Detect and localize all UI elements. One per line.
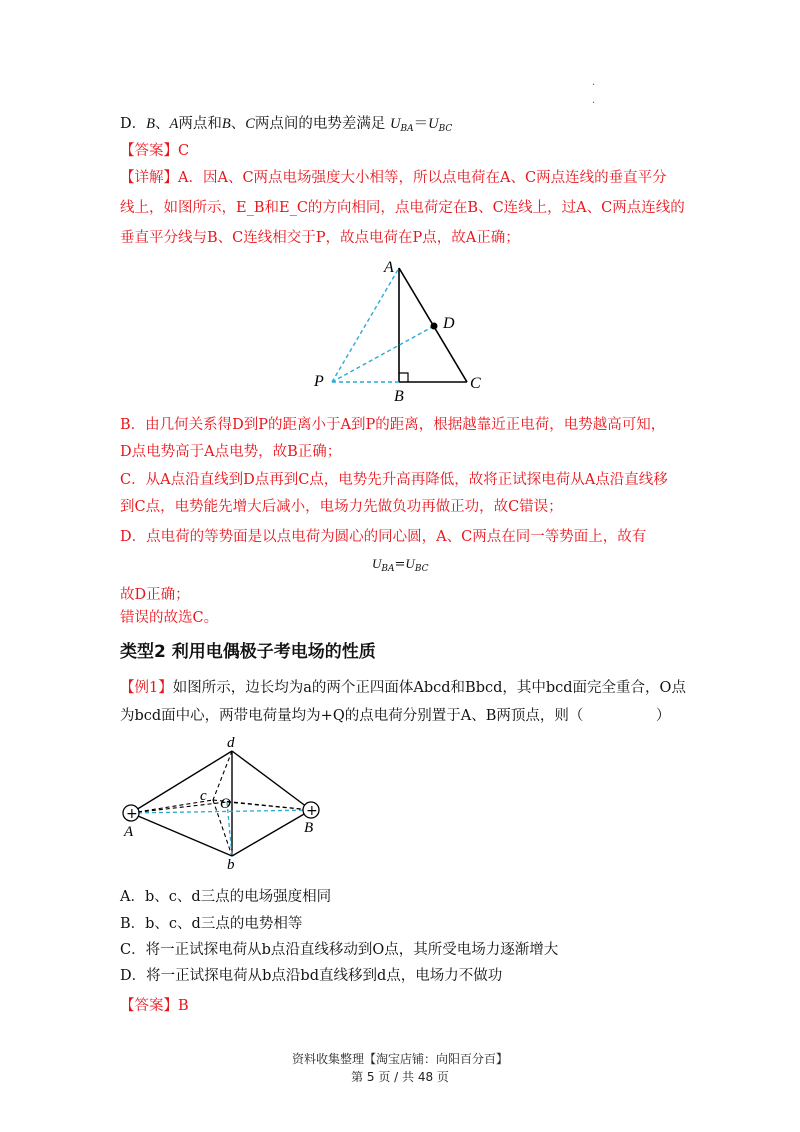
decorative-dot: · [592, 98, 596, 109]
explain-d-line-1: D．点电荷的等势面是以点电荷为圆心的同心圆，A、C两点在同一等势面上，故有 [120, 529, 647, 545]
explain-b-line-2: D点电势高于A点电势，故B正确； [120, 444, 342, 460]
label-d: d [227, 735, 235, 751]
label-a: A [124, 824, 134, 840]
option-a: A．b、c、d三点的电场强度相同 [120, 889, 332, 905]
option-d: D．将一正试探电荷从b点沿bd直线移到d点，电场力不做功 [120, 968, 503, 984]
explain-b-line-1: B．由几何关系得D到P的距离小于A到P的距离，根据越靠近正电荷，电势越高可知， [120, 417, 666, 433]
explain-c-line-2: 到C点，电势能先增大后减小，电场力先做负功再做正功，故C错误； [120, 499, 563, 515]
label-o: O [220, 796, 231, 812]
formula-uba-ubc: $U_{BA}=U_{BC}$ [372, 556, 429, 574]
decorative-dot: · [592, 80, 596, 91]
section-heading: 类型2 利用电偶极子考电场的性质 [120, 642, 376, 662]
prev-option-d: D．B、A两点和B、C两点间的电势差满足 $U_{BA}=U_{BC}$ [120, 116, 453, 134]
example-line-2: 为bcd面中心，两带电荷量均为+Q的点电荷分别置于A、B两顶点，则（ ） [120, 708, 671, 724]
dashed-pa [332, 268, 399, 382]
label-b-small: b [227, 857, 235, 873]
answer-2: 【答案】B [120, 998, 189, 1014]
tetrahedra-figure [115, 732, 330, 873]
label-p: P [314, 373, 324, 390]
explain-c-line-1: C．从A点沿直线到D点再到C点，电势先升高再降低，故将正试探电荷从A点沿直线移 [120, 472, 668, 488]
label-b: B [394, 388, 404, 405]
dashed-pd [332, 326, 434, 382]
footer-page: 第 5 页 / 共 48 页 [351, 1070, 449, 1084]
plus-sign-b: + [306, 803, 318, 819]
label-d: D [443, 315, 455, 332]
example-line-1: 【例1】如图所示，边长均为a的两个正四面体Abcd和Bbcd，其中bcd面完全重合，O点 [120, 680, 686, 696]
point-d [431, 323, 438, 330]
answer-1: 【答案】C [120, 143, 190, 159]
label-c: c [200, 788, 207, 804]
label-c: C [470, 375, 481, 392]
detail-line-2: 线上，如图所示，E_B和E_C的方向相同，点电荷定在B、C连线上，过A、C两点连线的 [120, 200, 685, 216]
footer-source: 资料收集整理【淘宝店铺：向阳百分百】 [291, 1052, 508, 1066]
triangle-figure [310, 255, 500, 405]
right-angle-mark [399, 373, 408, 382]
detail-line-3: 垂直平分线与B、C连线相交于P，故点电荷在P点，故A正确； [120, 230, 520, 246]
explain-d-line-4: 错误的故选C。 [120, 610, 219, 626]
plus-sign-a: + [126, 806, 138, 822]
option-c: C．将一正试探电荷从b点沿直线移动到O点，其所受电场力逐渐增大 [120, 942, 559, 958]
label-b-vertex: B [304, 820, 314, 836]
label-a: A [384, 259, 394, 276]
detail-line-1: 【详解】A．因A、C两点电场强度大小相等，所以点电荷在A、C两点连线的垂直平分 [120, 170, 667, 186]
option-b: B．b、c、d三点的电势相等 [120, 916, 303, 932]
explain-d-line-3: 故D正确； [120, 587, 190, 603]
